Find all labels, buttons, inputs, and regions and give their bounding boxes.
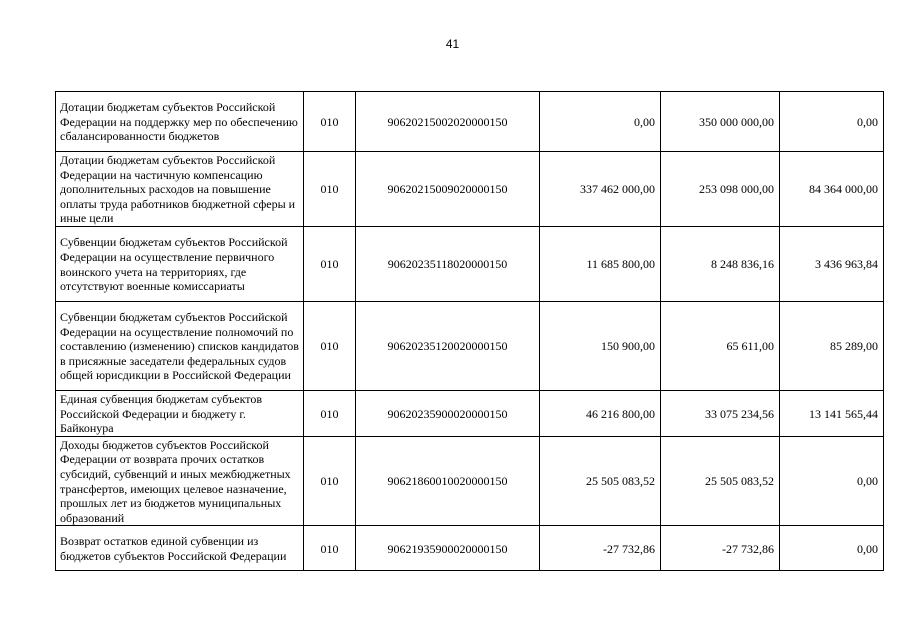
amount-cell-2: 350 000 000,00 — [661, 92, 780, 152]
amount-cell-3: 0,00 — [780, 526, 884, 571]
amount-cell-1: 46 216 800,00 — [540, 391, 661, 437]
table-row — [56, 391, 884, 437]
budget-classification-code-cell: 90620215002020000150 — [356, 92, 540, 152]
amount-cell-2: -27 732,86 — [661, 526, 780, 571]
amount-cell-2: 8 248 836,16 — [661, 227, 780, 302]
amount-cell-3: 85 289,00 — [780, 302, 884, 391]
amount-cell-1: 11 685 800,00 — [540, 227, 661, 302]
amount-cell-3: 84 364 000,00 — [780, 152, 884, 227]
admin-code-cell: 010 — [304, 391, 356, 437]
admin-code-cell: 010 — [304, 152, 356, 227]
budget-classification-code-cell: 90620235900020000150 — [356, 391, 540, 437]
income-name-cell: Субвенции бюджетам субъектов Российской Федерации на осуществление первичного воинского учета на территориях, где отсутствуют военные комиссариаты — [56, 227, 304, 302]
income-name-cell: Дотации бюджетам субъектов Российской Федерации на поддержку мер по обеспечению сбалансированности бюджетов — [56, 92, 304, 152]
amount-cell-1: 25 505 083,52 — [540, 436, 661, 526]
amount-cell-3: 13 141 565,44 — [780, 391, 884, 437]
table-row — [56, 302, 884, 391]
table-row — [56, 227, 884, 302]
amount-cell-2: 25 505 083,52 — [661, 436, 780, 526]
budget-classification-code-cell: 90620235118020000150 — [356, 227, 540, 302]
table-row — [56, 152, 884, 227]
amount-cell-3: 3 436 963,84 — [780, 227, 884, 302]
income-name-cell: Единая субвенция бюджетам субъектов Российской Федерации и бюджету г. Байконура — [56, 391, 304, 437]
budget-classification-code-cell: 90620235120020000150 — [356, 302, 540, 391]
income-name-cell: Возврат остатков единой субвенции из бюджетов субъектов Российской Федерации — [56, 526, 304, 571]
amount-cell-1: 337 462 000,00 — [540, 152, 661, 227]
amount-cell-1: 0,00 — [540, 92, 661, 152]
admin-code-cell: 010 — [304, 302, 356, 391]
income-name-cell: Дотации бюджетам субъектов Российской Федерации на частичную компенсацию дополнительных расходов на повышение оплаты труда работников бюджетной сферы и иные цели — [56, 152, 304, 227]
page-number: 41 — [445, 37, 460, 51]
table-row — [56, 436, 884, 526]
admin-code-cell: 010 — [304, 227, 356, 302]
budget-classification-code-cell: 90621935900020000150 — [356, 526, 540, 571]
budget-classification-code-cell: 90621860010020000150 — [356, 436, 540, 526]
table-row — [56, 92, 884, 152]
budget-table — [55, 91, 884, 571]
amount-cell-1: -27 732,86 — [540, 526, 661, 571]
amount-cell-3: 0,00 — [780, 436, 884, 526]
budget-classification-code-cell: 90620215009020000150 — [356, 152, 540, 227]
amount-cell-3: 0,00 — [780, 92, 884, 152]
table-row — [56, 526, 884, 571]
amount-cell-2: 65 611,00 — [661, 302, 780, 391]
amount-cell-1: 150 900,00 — [540, 302, 661, 391]
admin-code-cell: 010 — [304, 526, 356, 571]
amount-cell-2: 33 075 234,56 — [661, 391, 780, 437]
admin-code-cell: 010 — [304, 436, 356, 526]
amount-cell-2: 253 098 000,00 — [661, 152, 780, 227]
income-name-cell: Субвенции бюджетам субъектов Российской Федерации на осуществление полномочий по составлению (изменению) списков кандидатов в присяжные заседатели федеральных судов общей юрисдикции в Российской Федерации — [56, 302, 304, 391]
income-name-cell: Доходы бюджетов субъектов Российской Федерации от возврата прочих остатков субсидий, субвенций и иных межбюджетных трансфертов, имеющих целевое назначение, прошлых лет из бюджетов муниципальных образований — [56, 436, 304, 526]
admin-code-cell: 010 — [304, 92, 356, 152]
